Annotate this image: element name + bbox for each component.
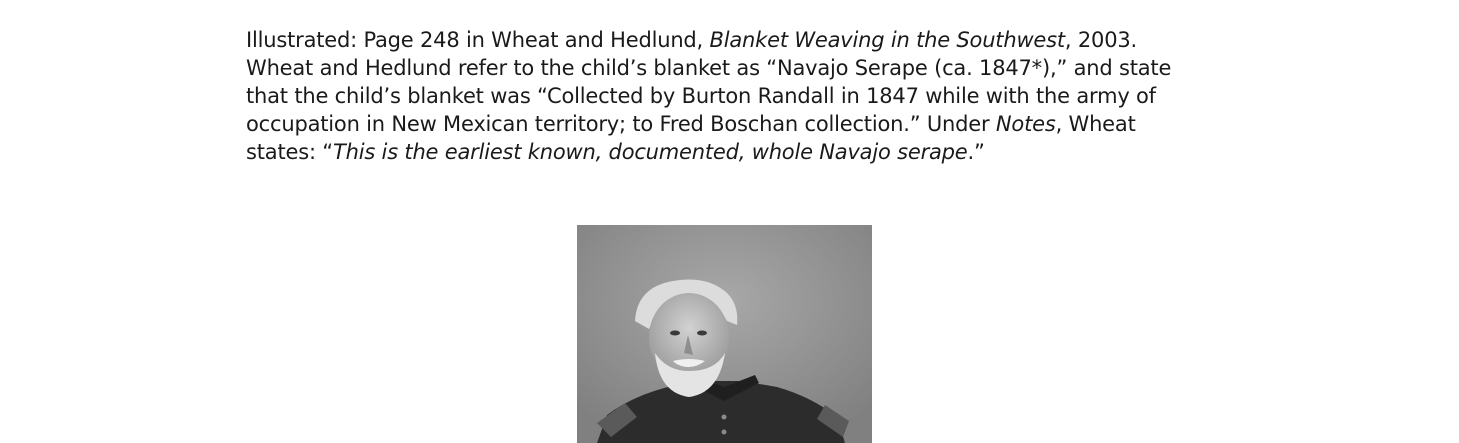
text-line-2: Wheat and Hedlund refer to the child’s blanket as “Navajo Serape (ca. 1847*),” and state bbox=[246, 56, 1172, 80]
text-line-4: occupation in New Mexican territory; to Fred Boschan collection.” Under Notes, Wheat bbox=[246, 112, 1136, 136]
text-line-5: states: “This is the earliest known, documented, whole Navajo serape.” bbox=[246, 140, 985, 164]
citation-text bbox=[246, 26, 1246, 166]
officer-portrait-photo bbox=[577, 225, 872, 443]
notes-label: Notes bbox=[995, 112, 1056, 136]
text-line-3: that the child’s blanket was “Collected by Burton Randall in 1847 while with the army of bbox=[246, 84, 1156, 108]
portrait-image bbox=[577, 225, 872, 443]
book-title: Blanket Weaving in the Southwest bbox=[709, 28, 1065, 52]
quoted-note: This is the earliest known, documented, whole Navajo serape bbox=[332, 140, 968, 164]
text-line-1: Illustrated: Page 248 in Wheat and Hedlund, Blanket Weaving in the Southwest, 2003. bbox=[246, 28, 1137, 52]
